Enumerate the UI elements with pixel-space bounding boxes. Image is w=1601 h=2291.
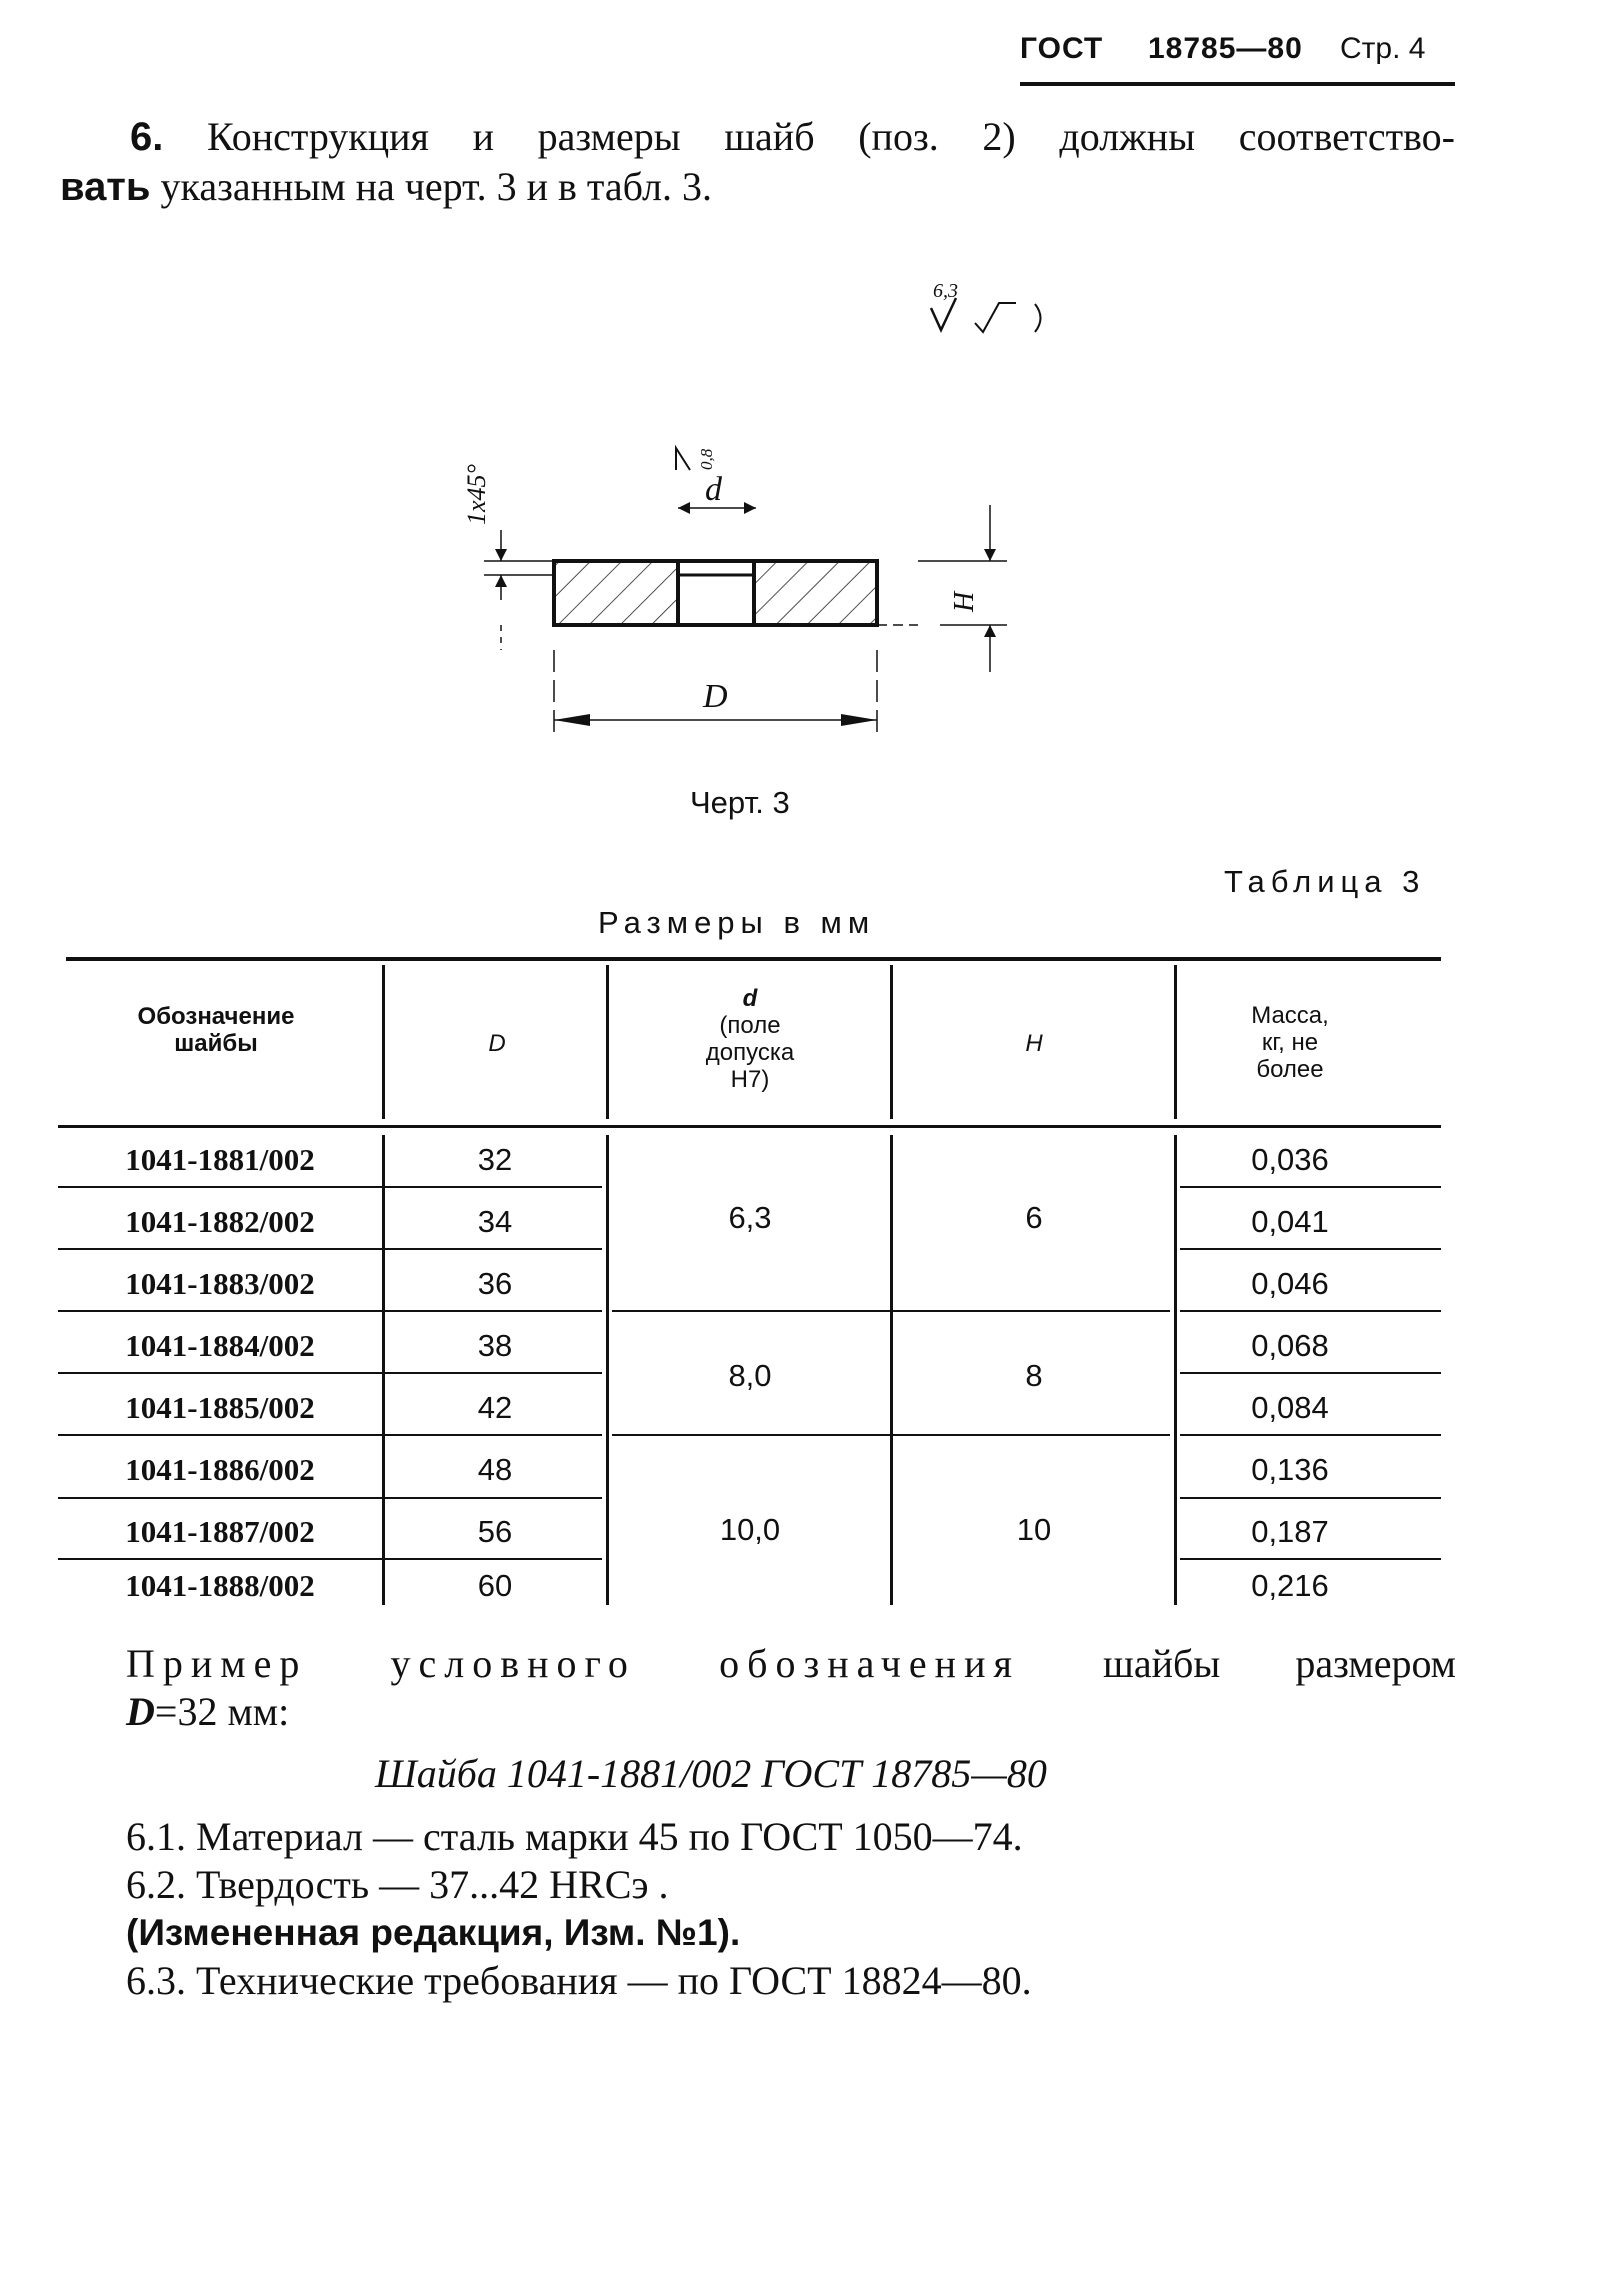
intro-line-1-text: Конструкция и размеры шайб (поз. 2) должны соответство- xyxy=(207,114,1455,159)
table-row-mass: 0,084 xyxy=(1251,1390,1329,1425)
diameter-label: D xyxy=(703,678,728,715)
table-row-D: 32 xyxy=(477,1142,513,1177)
chamfer-label: 1x45° xyxy=(462,464,491,525)
header-D: D xyxy=(488,1030,506,1057)
table-header-rule xyxy=(58,1125,1441,1128)
group-H-value: 8 xyxy=(1025,1358,1043,1393)
bore-label: d xyxy=(705,471,722,508)
diameter-dimension xyxy=(554,650,877,738)
table-row-mass: 0,068 xyxy=(1251,1328,1329,1363)
table-row-D: 38 xyxy=(477,1328,513,1363)
group-d-value: 6,3 xyxy=(728,1200,772,1235)
table-row-D: 36 xyxy=(477,1266,513,1301)
example-dim-value: =32 мм: xyxy=(154,1689,290,1734)
table-title: Таблица 3 xyxy=(1224,864,1426,899)
table-row-code: 1041-1885/002 xyxy=(125,1390,315,1425)
header-number: 18785—80 xyxy=(1148,32,1303,65)
clause-hardness: 6.2. Твердость — 37...42 HRCэ . xyxy=(126,1862,669,1907)
example-tail: шайбы размером xyxy=(1103,1641,1456,1686)
roughness-value: 6,3 xyxy=(933,280,958,302)
section-right xyxy=(754,561,877,625)
bore-roughness-icon xyxy=(676,448,690,470)
roughness-paren-icon xyxy=(1035,304,1041,332)
header-standard: ГОСТ xyxy=(1020,32,1104,65)
intro-line-2-bold: вать xyxy=(60,165,151,209)
table-row-code: 1041-1881/002 xyxy=(125,1142,315,1177)
header-d: d (поле допуска H7) xyxy=(705,985,795,1093)
table-row-code: 1041-1887/002 xyxy=(125,1514,315,1549)
group-d-value: 8,0 xyxy=(728,1358,772,1393)
table-row-code: 1041-1883/002 xyxy=(125,1266,315,1301)
table-row-code: 1041-1888/002 xyxy=(125,1568,315,1603)
roughness-bracket-check-icon xyxy=(975,303,1016,332)
table-top-rule xyxy=(66,957,1441,961)
washer-section xyxy=(554,561,877,625)
roughness-check-icon xyxy=(931,298,956,330)
example-designation: Шайба 1041-1881/002 ГОСТ 18785—80 xyxy=(375,1751,1047,1796)
table-row-mass: 0,216 xyxy=(1251,1568,1329,1603)
header-mass: Масса, кг, не более xyxy=(1251,1002,1329,1083)
table-row-D: 48 xyxy=(477,1452,513,1487)
section-left xyxy=(554,561,678,625)
table-row-D: 56 xyxy=(477,1514,513,1549)
table-row-code: 1041-1886/002 xyxy=(125,1452,315,1487)
table-row-mass: 0,187 xyxy=(1251,1514,1329,1549)
bore-dimension xyxy=(676,448,756,514)
example-line-2 xyxy=(126,1688,1456,1736)
figure-caption: Черт. 3 xyxy=(690,785,790,820)
table-row-D: 60 xyxy=(477,1568,513,1603)
height-dimension xyxy=(877,505,1007,672)
clause-amendment: (Измененная редакция, Изм. №1). xyxy=(126,1912,741,1953)
intro-line-2-text: указанным на черт. 3 и в табл. 3. xyxy=(160,164,712,209)
group-H-value: 6 xyxy=(1025,1200,1043,1235)
group-H-value: 10 xyxy=(1016,1512,1052,1547)
table-row-code: 1041-1884/002 xyxy=(125,1328,315,1363)
example-spaced-text: Пример условного обозначения xyxy=(126,1641,1020,1686)
clauses xyxy=(126,1813,1032,2005)
header-H: H xyxy=(1025,1030,1043,1057)
clause-requirements: 6.3. Технические требования — по ГОСТ 18824—80. xyxy=(126,1958,1032,2003)
example-paragraph xyxy=(126,1640,1456,1736)
table-row-D: 42 xyxy=(477,1390,513,1425)
clause-material: 6.1. Материал — сталь марки 45 по ГОСТ 1050—74. xyxy=(126,1814,1023,1859)
table-row-D: 34 xyxy=(477,1204,513,1239)
table-units: Размеры в мм xyxy=(598,905,876,940)
chamfer-dimension xyxy=(462,464,554,650)
height-label: H xyxy=(949,591,980,612)
table-row-code: 1041-1882/002 xyxy=(125,1204,315,1239)
intro-lead: 6. xyxy=(130,115,164,159)
roughness-symbol xyxy=(931,280,1041,332)
example-line-1 xyxy=(126,1640,1456,1688)
table-row-mass: 0,046 xyxy=(1251,1266,1329,1301)
header-designation: Обозначение шайбы xyxy=(137,1003,295,1057)
header-page: Стр. 4 xyxy=(1340,32,1426,65)
example-dim: D xyxy=(126,1689,155,1734)
table-row-mass: 0,136 xyxy=(1251,1452,1329,1487)
washer-drawing xyxy=(0,0,1601,800)
table-row-mass: 0,036 xyxy=(1251,1142,1329,1177)
group-d-value: 10,0 xyxy=(719,1512,781,1547)
table-row-mass: 0,041 xyxy=(1251,1204,1329,1239)
bore-roughness-value: 0,8 xyxy=(697,448,716,470)
